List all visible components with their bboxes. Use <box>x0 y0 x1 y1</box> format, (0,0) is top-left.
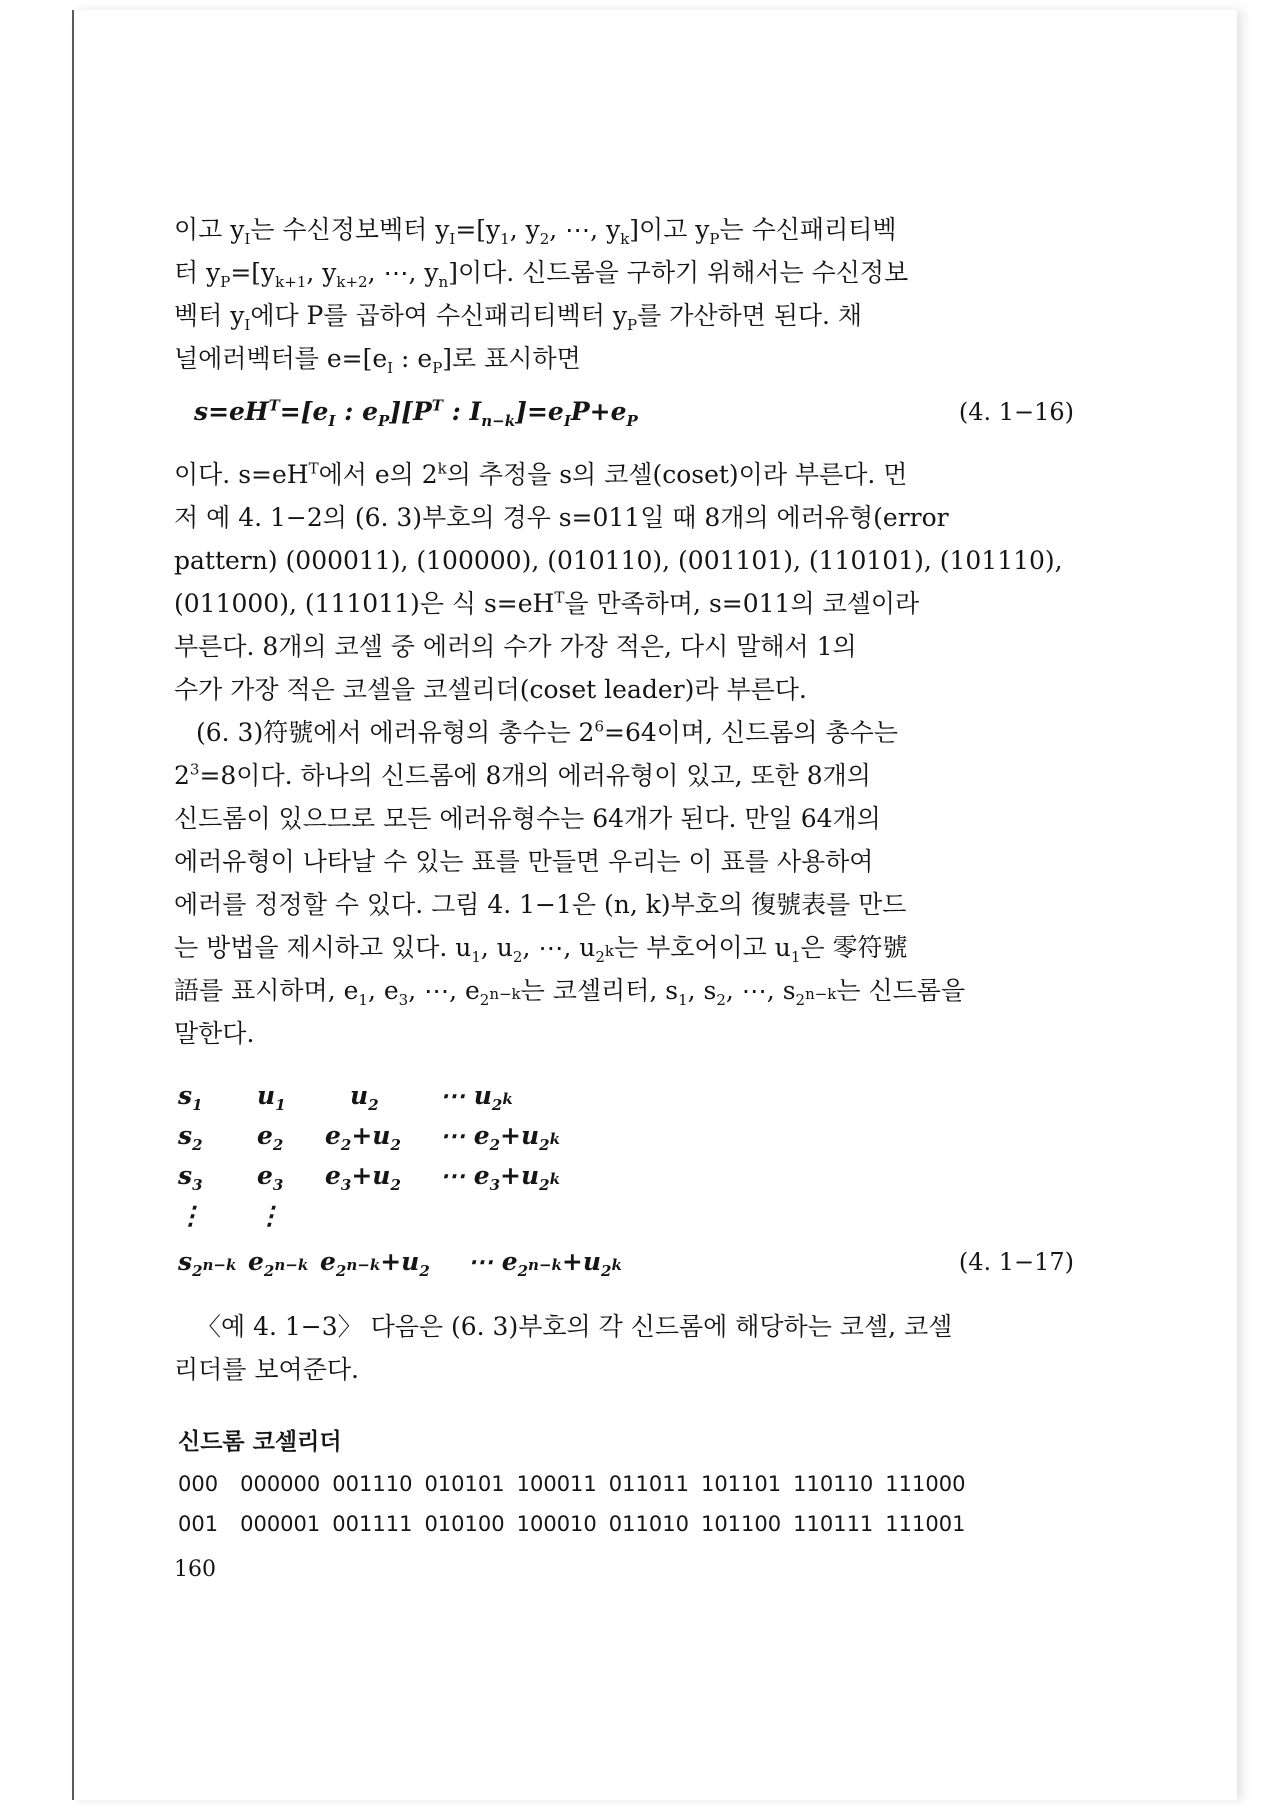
coset-table-row <box>178 1506 977 1542</box>
coset-cell: 100010 <box>516 1512 597 1536</box>
array-cell: ⋮ <box>257 1201 282 1230</box>
para2-line: 부른다. 8개의 코셀 중 에러의 수가 가장 적은, 다시 말해서 1의 <box>174 632 857 661</box>
para3-line: 에러를 정정할 수 있다. 그림 4. 1−1은 (n, k)부호의 復號表를 만드 <box>174 890 907 919</box>
array-row <box>178 1242 1078 1282</box>
coset-cell: 110111 <box>793 1512 874 1536</box>
coset-cell: 000 <box>178 1472 219 1496</box>
equation-number: (4. 1−17) <box>958 1248 1074 1276</box>
array-cell: ⋮ <box>178 1201 203 1230</box>
array-cell: $e_2$ <box>257 1121 284 1154</box>
array-row <box>178 1116 1078 1156</box>
coset-cell: 000000 <box>240 1472 321 1496</box>
coset-cell: 110110 <box>793 1472 874 1496</box>
para1-line: 널에러벡터를 $e=[e_I$ : $e_P$]로 표시하면 <box>174 344 581 377</box>
para1-line: 벡터 $y_I$에다 P를 곱하여 수신패리티벡터 $y_P$를 가산하면 된다. 채 <box>174 301 863 334</box>
para2-line: 저 예 4. 1−2의 (6. 3)부호의 경우 s=011일 때 8개의 에러유형(error <box>174 503 949 532</box>
array-cell: $e_{2^{n-k}}$ <box>248 1247 309 1280</box>
array-cell: $s_3$ <box>178 1161 203 1194</box>
coset-cell: 010100 <box>424 1512 505 1536</box>
coset-cell: 101100 <box>700 1512 782 1536</box>
equation-4-1-16 <box>194 392 1074 432</box>
array-cell: ⋯ $e_{2^{n-k}}+u_{2^k}$ <box>468 1247 622 1280</box>
para2-line: pattern) (000011), (100000), (010110), (001101), (110101), (101110), <box>174 546 1063 575</box>
para2-line: 이다. $s=eH^T$에서 e의 2$^k$의 추정을 s의 코셀(coset)이라 부른다. 먼 <box>174 459 908 489</box>
example-line: 리더를 보여준다. <box>174 1355 359 1384</box>
coset-cell: 011010 <box>608 1512 689 1536</box>
para3-line: 말한다. <box>174 1019 255 1048</box>
para1-line: 이고 $y_I$는 수신정보벡터 $y_I=[y_1$, $y_2$, ⋯, $y_k$]이고 $y_P$는 수신패리티벡 <box>174 215 897 248</box>
coset-cell: 011011 <box>608 1472 689 1496</box>
array-cell: $s_{2^{n-k}}$ <box>178 1247 237 1280</box>
coset-cell: 111001 <box>885 1512 966 1536</box>
array-cell: $e_{2^{n-k}}+u_2$ <box>320 1247 430 1280</box>
array-cell: $e_2+u_2$ <box>325 1121 401 1154</box>
array-cell: ⋯ $e_2+u_{2^k}$ <box>440 1121 561 1154</box>
coset-cell: 111000 <box>885 1472 966 1496</box>
coset-cell: 001 <box>178 1512 219 1536</box>
array-cell: $u_1$ <box>257 1081 286 1114</box>
array-cell: ⋯ $e_3+u_{2^k}$ <box>440 1161 561 1194</box>
para3-line: 는 방법을 제시하고 있다. $u_1$, $u_2$, ⋯, $u_{2^k}$는 부호어이고 $u_1$은 零符號 <box>174 933 908 966</box>
coset-cell: 010101 <box>424 1472 505 1496</box>
para3-line: (6. 3)符號에서 에러유형의 총수는 $2^6=64$이며, 신드롬의 총수는 <box>196 717 898 747</box>
equation-number: (4. 1−16) <box>958 398 1074 426</box>
para1-line: 터 $y_P=[y_{k+1}$, $y_{k+2}$, ⋯, $y_n$]이다. 신드롬을 구하기 위해서는 수신정보 <box>174 258 909 291</box>
coset-cell: 001110 <box>332 1472 413 1496</box>
para2-line: 수가 가장 적은 코셀을 코셀리더(coset leader)라 부른다. <box>174 675 807 704</box>
array-cell: ⋯ $u_{2^k}$ <box>440 1081 513 1114</box>
array-row <box>178 1156 1078 1196</box>
array-cell: $s_1$ <box>178 1081 203 1114</box>
array-row <box>178 1196 1078 1236</box>
coset-cell: 001111 <box>332 1512 413 1536</box>
page-number: 160 <box>174 1557 216 1582</box>
coset-table-row <box>178 1466 977 1502</box>
array-cell: $u_2$ <box>350 1081 379 1114</box>
example-line: 〈예 4. 1−3〉 다음은 (6. 3)부호의 각 신드롬에 해당하는 코셀, 코셀 <box>196 1312 953 1341</box>
coset-cell: 101101 <box>700 1472 782 1496</box>
array-cell: $e_3$ <box>257 1161 284 1194</box>
coset-cell: 100011 <box>516 1472 597 1496</box>
para3-line: $2^3=8$이다. 하나의 신드롬에 8개의 에러유형이 있고, 또한 8개의 <box>174 760 871 790</box>
coset-cell: 000001 <box>240 1512 321 1536</box>
equation-expr: $s=eH^T=[e_I$ : $e_P][P^T$ : $I_{n-k}]=e_IP+e_P$ <box>194 396 638 430</box>
array-cell: $e_3+u_2$ <box>325 1161 401 1194</box>
para3-line: 에러유형이 나타날 수 있는 표를 만들면 우리는 이 표를 사용하여 <box>174 847 874 876</box>
array-cell: $s_2$ <box>178 1121 203 1154</box>
para2-line: (011000), (111011)은 식 $s=eH^T$을 만족하며, s=011의 코셀이라 <box>174 588 920 618</box>
para3-line: 신드롬이 있으므로 모든 에러유형수는 64개가 된다. 만일 64개의 <box>174 804 881 833</box>
coset-table-header: 신드롬 코셀리더 <box>178 1429 342 1455</box>
array-row <box>178 1076 1078 1116</box>
para3-line: 語를 표시하며, $e_1$, $e_3$, ⋯, $e_{2^{n-k}}$는 코셀리터, $s_1$, $s_2$, ⋯, $s_{2^{n-k}}$는 신드롬을 <box>174 976 966 1009</box>
